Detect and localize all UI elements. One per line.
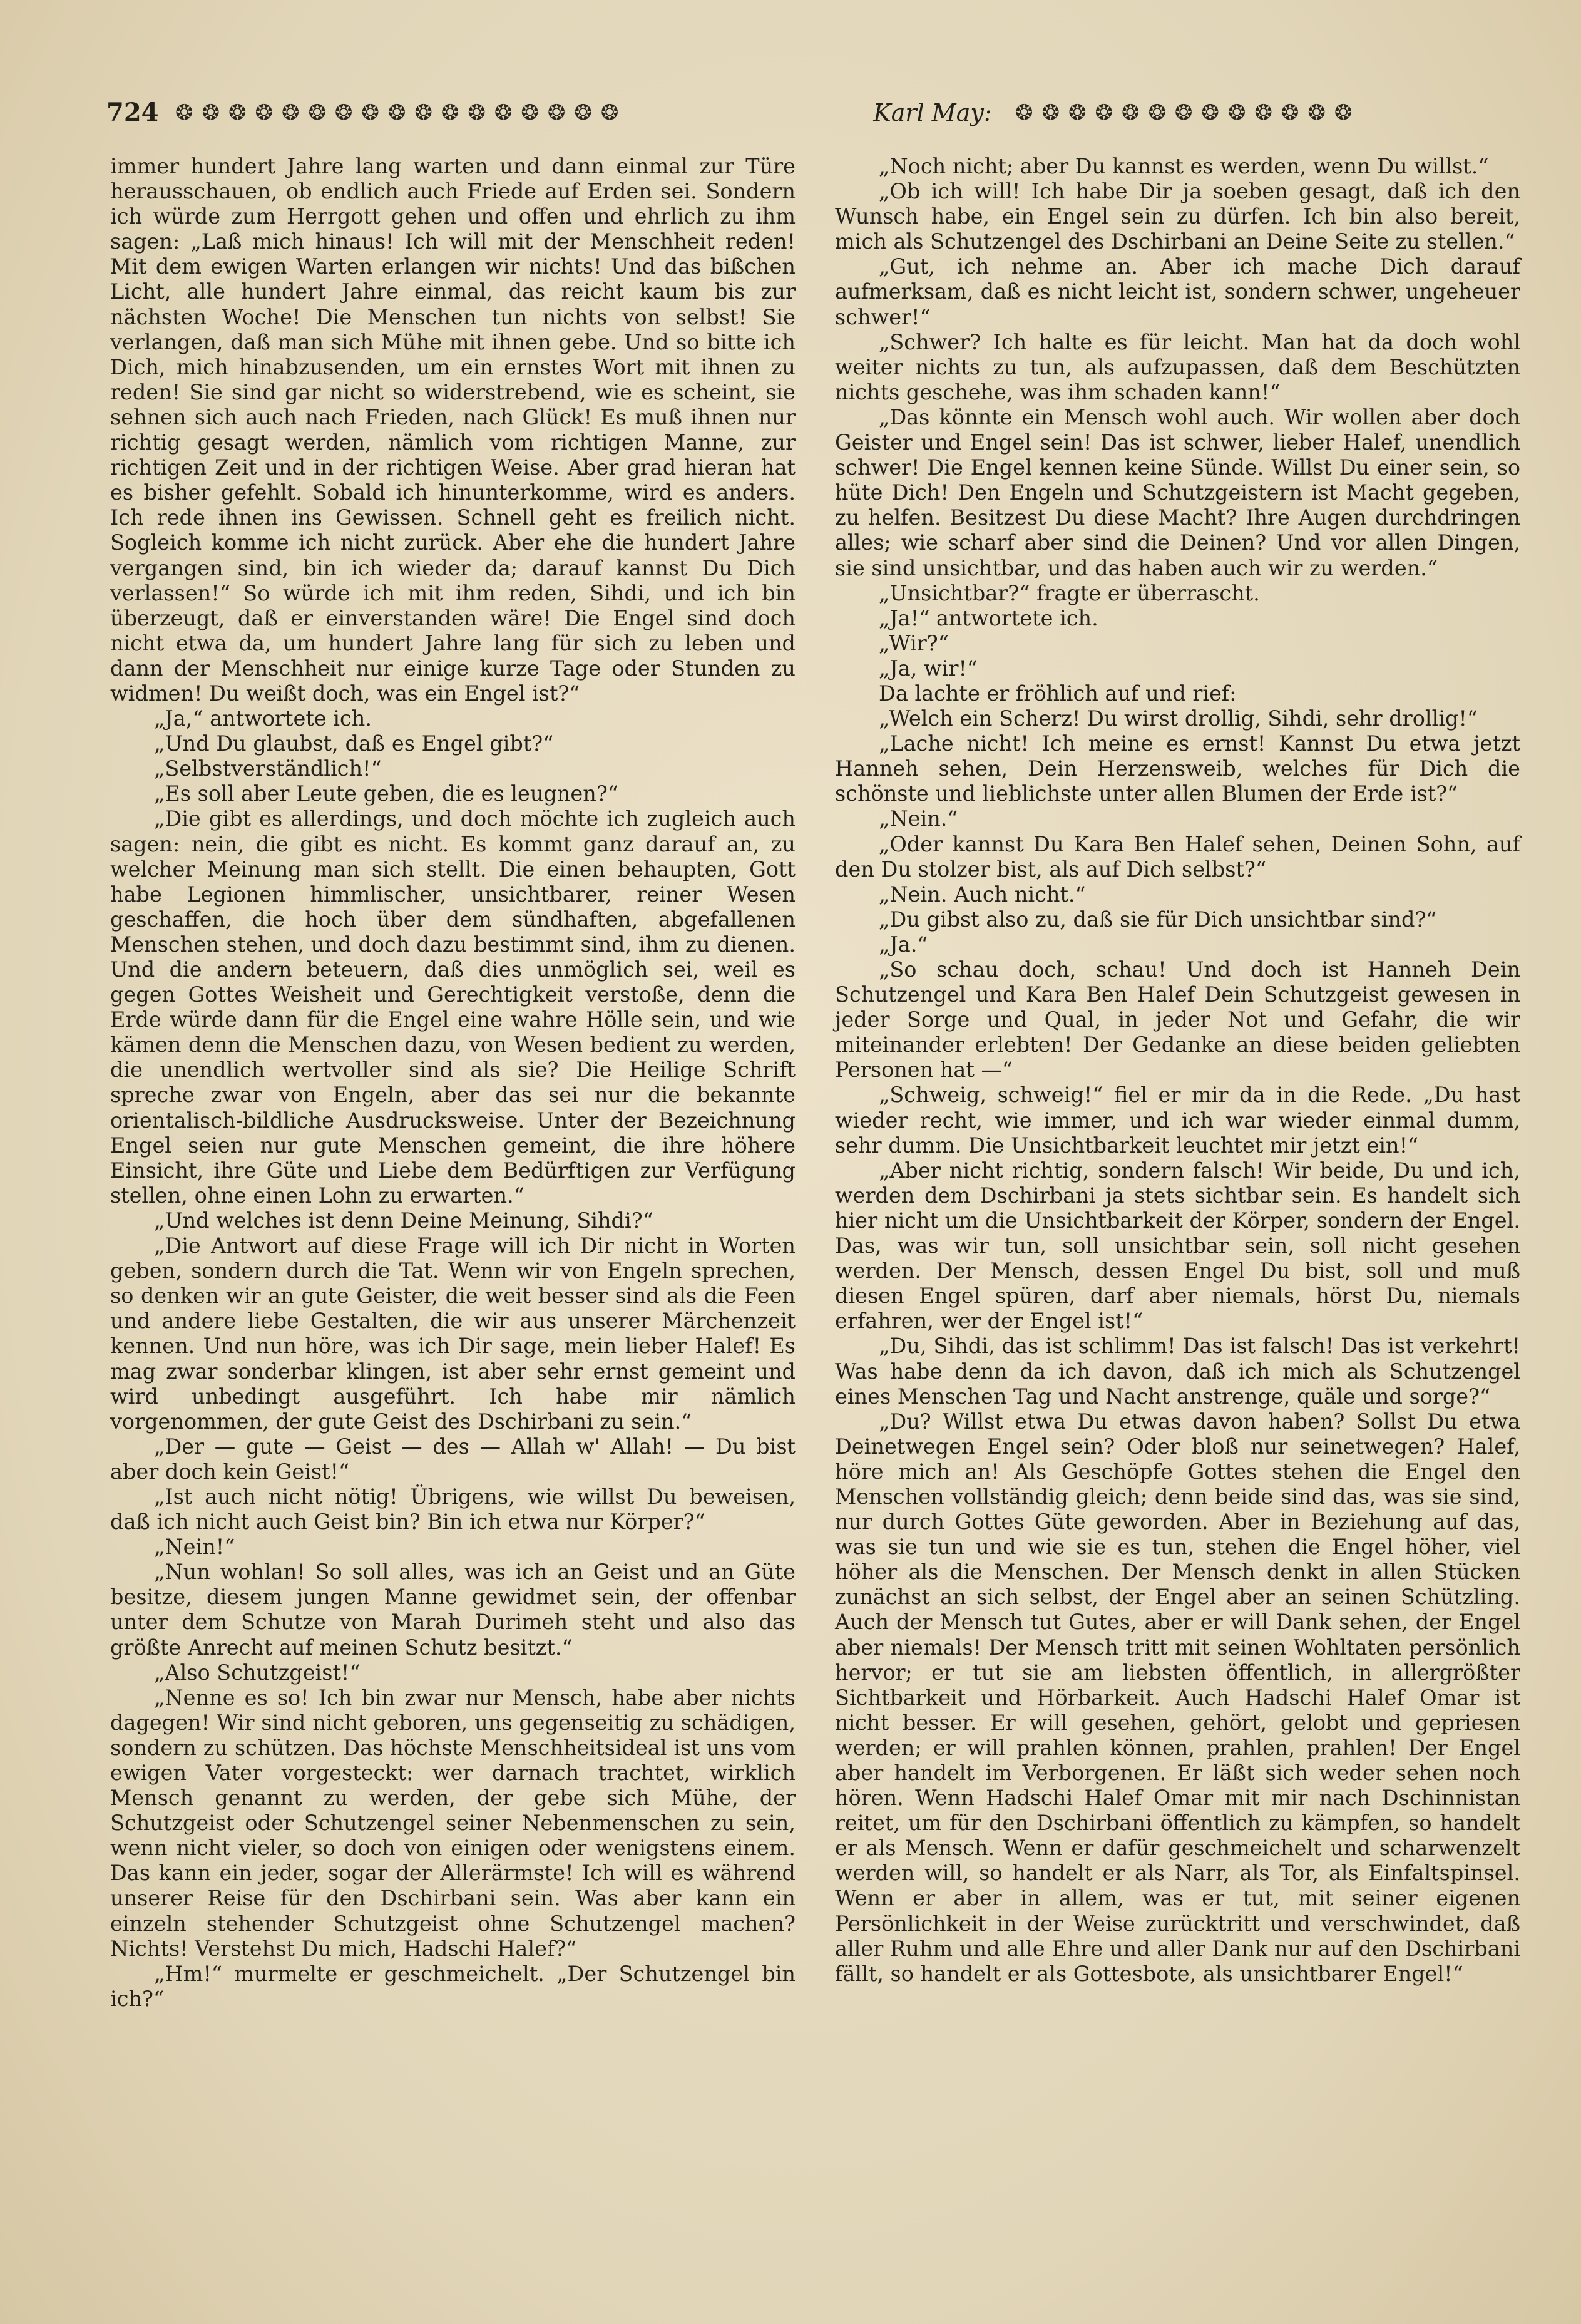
paragraph: „Schwer? Ich halte es für leicht. Man hat da doch wohl weiter nichts zu tun, als aufzupassen, daß dem Beschützten nichts geschehe, was ihm schaden kann!“	[835, 329, 1520, 404]
running-header	[106, 94, 1521, 131]
paragraph: „Ob ich will! Ich habe Dir ja soeben gesagt, daß ich den Wunsch habe, ein Engel sein zu dürfen. Ich bin also bereit, mich als Schutzengel des Dschirbani an Deine Seite zu stellen.“	[835, 179, 1520, 254]
paragraph: „Wir?“	[879, 630, 949, 656]
running-title-author: Karl May:	[873, 99, 992, 126]
paragraph: „Ja, wir!“	[879, 656, 978, 681]
paragraph: „Ja,“ antwortete ich.	[154, 706, 372, 731]
paragraph: „Die Antwort auf diese Frage will ich Dir nicht in Worten geben, sondern durch die Tat. Wenn wir von Engeln sprechen, so denken wir an gute Geister, die weit besser sind als die Feen und andere liebe Gestalten, die wir aus unserer Märchenzeit kennen. Und nun höre, was ich Dir sage, mein lieber Halef! Es mag zwar sonderbar klingen, ist aber sehr ernst gemeint und wird unbedingt ausgeführt. Ich habe mir nämlich vorgenommen, der gute Geist des Dschirbani zu sein.“	[110, 1233, 796, 1434]
paragraph: „Unsichtbar?“ fragte er überrascht.	[879, 580, 1260, 605]
paragraph: „Das könnte ein Mensch wohl auch. Wir wollen aber doch Geister und Engel sein! Das ist schwer, lieber Halef, unendlich schwer! Die Engel kennen keine Sünde. Willst Du einer sein, so hüte Dich! Den Engeln und Schutzgeistern ist Macht gegeben, zu helfen. Besitzest Du diese Macht? Ihre Augen durchdringen alles; wie scharf aber sind die Deinen? Und vor allen Dingen, sie sind unsichtbar, und das haben auch wir zu werden.“	[835, 404, 1520, 580]
paragraph: „Du gibst also zu, daß sie für Dich unsichtbar sind?“	[879, 907, 1437, 932]
paragraph: „Hm!“ murmelte er geschmeichelt. „Der Schutzengel bin ich?“	[110, 1961, 796, 2011]
page-number: 724	[106, 98, 159, 127]
paragraph: „Nenne es so! Ich bin zwar nur Mensch, habe aber nichts dagegen! Wir sind nicht geboren, uns gegenseitig zu schädigen, sondern zu schützen. Das höchste Menschheitsideal ist uns vom ewigen Vater vorgesteckt: wer darnach trachtet, wirklich Mensch genannt zu werden, der gebe sich Mühe, der Schutzgeist oder Schutzengel seiner Nebenmenschen zu sein, wenn nicht vieler, so doch von einigen oder wenigstens einem. Das kann ein jeder, sogar der Allerärmste! Ich will es während unserer Reise für den Dschirbani sein. Was aber kann ein einzeln stehender Schutzgeist ohne Schutzengel machen? Nichts! Verstehst Du mich, Hadschi Halef?“	[110, 1685, 796, 1961]
header-ornament-left: ❂❂❂❂❂❂❂❂❂❂❂❂❂❂❂❂❂	[175, 103, 628, 123]
paragraph: „Selbstverständlich!“	[154, 756, 382, 781]
paragraph: Da lachte er fröhlich auf und rief:	[879, 681, 1237, 706]
text-column-right	[835, 154, 1520, 1987]
paragraph: „Lache nicht! Ich meine es ernst! Kannst Du etwa jetzt Hanneh sehen, Dein Herzensweib, welches für Dich die schönste und lieblichste unter allen Blumen der Erde ist?“	[835, 731, 1520, 806]
paragraph: immer hundert Jahre lang warten und dann einmal zur Türe herausschauen, ob endlich auch Friede auf Erden sei. Sondern ich würde zum Herrgott gehen und offen und ehrlich zu ihm sagen: „Laß mich hinaus! Ich will mit der Menschheit reden! Mit dem ewigen Warten erlangen wir nichts! Und das bißchen Licht, alle hundert Jahre einmal, das reicht kaum bis zur nächsten Woche! Die Menschen tun nichts von selbst! Sie verlangen, daß man sich Mühe mit ihnen gebe. Und so bitte ich Dich, mich hinabzusenden, um ein ernstes Wort mit ihnen zu reden! Sie sind gar nicht so widerstrebend, wie es scheint, sie sehnen sich auch nach Frieden, nach Glück! Es muß ihnen nur richtig gesagt werden, nämlich vom richtigen Manne, zur richtigen Zeit und in der richtigen Weise. Aber grad hieran hat es bisher gefehlt. Sobald ich hinunterkomme, wird es anders. Ich rede ihnen ins Gewissen. Schnell geht es freilich nicht. Sogleich komme ich nicht zurück. Aber ehe die hundert Jahre vergangen sind, bin ich wieder da; darauf kannst Du Dich verlassen!“ So würde ich mit ihm reden, Sihdi, und ich bin überzeugt, daß er einverstanden wäre! Die Engel sind doch nicht etwa da, um hundert Jahre lang für sich zu leben und dann der Menschheit nur einige kurze Tage oder Stunden zu widmen! Du weißt doch, was ein Engel ist?“	[110, 154, 796, 706]
paragraph: „Noch nicht; aber Du kannst es werden, wenn Du willst.“	[879, 154, 1489, 178]
paragraph: „Nun wohlan! So soll alles, was ich an Geist und an Güte besitze, diesem jungen Manne gewidmet sein, der offenbar unter dem Schutze von Marah Durimeh steht und also das größte Anrecht auf meinen Schutz besitzt.“	[110, 1560, 796, 1660]
paragraph: „Ist auch nicht nötig! Übrigens, wie willst Du beweisen, daß ich nicht auch Geist bin? Bin ich etwa nur Körper?“	[110, 1484, 796, 1535]
paragraph: „Der — gute — Geist — des — Allah w' Allah! — Du bist aber doch kein Geist!“	[110, 1434, 796, 1484]
paragraph: „Nein!“	[154, 1535, 235, 1560]
paragraph: „Welch ein Scherz! Du wirst drollig, Sihdi, sehr drollig!“	[879, 706, 1478, 731]
paragraph: „Gut, ich nehme an. Aber ich mache Dich darauf aufmerksam, daß es nicht leicht ist, sondern schwer, ungeheuer schwer!“	[835, 254, 1520, 329]
paragraph: „Oder kannst Du Kara Ben Halef sehen, Deinen Sohn, auf den Du stolzer bist, als auf Dich selbst?“	[835, 831, 1520, 882]
header-ornament-right: ❂❂❂❂❂❂❂❂❂❂❂❂❂	[1015, 103, 1361, 123]
paragraph: „Nein. Auch nicht.“	[879, 882, 1086, 907]
paragraph: „Die gibt es allerdings, und doch möchte ich zugleich auch sagen: nein, die gibt es nicht. Es kommt ganz darauf an, zu welcher Meinung man sich stellt. Die einen behaupten, Gott habe Legionen himmlischer, unsichtbarer, reiner Wesen geschaffen, die hoch über dem sündhaften, abgefallenen Menschen stehen, und doch dazu bestimmt sind, ihm zu dienen. Und die andern beteuern, daß dies unmöglich sei, weil es gegen Gottes Weisheit und Gerechtigkeit verstoße, denn die Erde würde dann für die Engel eine wahre Hölle sein, und wie kämen denn die Menschen dazu, von Wesen bedient zu werden, die unendlich wertvoller sind als sie? Die Heilige Schrift spreche zwar von Engeln, aber das sei nur die bekannte orientalisch-bildliche Ausdrucksweise. Unter der Bezeichnung Engel seien nur gute Menschen gemeint, die ihre höhere Einsicht, ihre Güte und Liebe dem Bedürftigen zur Verfügung stellen, ohne einen Lohn zu erwarten.“	[110, 806, 796, 1208]
paragraph: „Ja.“	[879, 932, 928, 957]
paragraph: „Und Du glaubst, daß es Engel gibt?“	[154, 731, 554, 756]
paragraph: „Du, Sihdi, das ist schlimm! Das ist falsch! Das ist verkehrt! Was habe denn da ich davon, daß ich mich als Schutzengel eines Menschen Tag und Nacht anstrenge, quäle und sorge?“	[835, 1334, 1520, 1409]
paragraph: „Es soll aber Leute geben, die es leugnen?“	[154, 781, 618, 806]
paragraph: „Also Schutzgeist!“	[154, 1660, 361, 1685]
paragraph: „So schau doch, schau! Und doch ist Hanneh Dein Schutzengel und Kara Ben Halef Dein Schutzgeist gewesen in jeder Sorge und Qual, in jeder Not und Gefahr, die wir miteinander erlebten! Der Gedanke an diese beiden geliebten Personen hat —“	[835, 957, 1520, 1082]
paragraph: „Und welches ist denn Deine Meinung, Sihdi?“	[154, 1208, 653, 1233]
text-column-left	[110, 154, 796, 2012]
paragraph: „Ja!“ antwortete ich.	[879, 605, 1098, 630]
paragraph: „Schweig, schweig!“ fiel er mir da in die Rede. „Du hast wieder recht, wie immer, und ich war wieder einmal dumm, sehr dumm. Die Unsichtbarkeit leuchtet mir jetzt ein!“	[835, 1082, 1520, 1158]
paragraph: „Du? Willst etwa Du etwas davon haben? Sollst Du etwa Deinetwegen Engel sein? Oder bloß nur seinetwegen? Halef, höre mich an! Als Geschöpfe Gottes stehen die Engel den Menschen vollständig gleich; denn beide sind das, was sie sind, nur durch Gottes Güte geworden. Aber in Beziehung auf das, was sie tun und wie sie es tun, stehen die Engel höher, viel höher als die Menschen. Der Mensch denkt in allen Stücken zunächst an sich selbst, der Engel aber an seinen Schützling. Auch der Mensch tut Gutes, aber er will Dank sehen, der Engel aber niemals! Der Mensch tritt mit seinen Wohltaten persönlich hervor; er tut sie am liebsten öffentlich, in allergrößter Sichtbarkeit und Hörbarkeit. Auch Hadschi Halef Omar ist nicht besser. Er will gesehen, gehört, gelobt und gepriesen werden; er will prahlen können, prahlen, prahlen! Der Engel aber handelt im Verborgenen. Er läßt sich weder sehen noch hören. Wenn Hadschi Halef Omar mit mir nach Dschinnistan reitet, um für den Dschirbani öffentlich zu kämpfen, so handelt er als Mensch. Wenn er dafür geschmeichelt und scharwenzelt werden will, so handelt er als Narr, als Tor, als Einfaltspinsel. Wenn er aber in allem, was er tut, mit seiner eigenen Persönlichkeit in der Weise zurücktritt und verschwindet, daß aller Ruhm und alle Ehre und aller Dank nur auf den Dschirbani fällt, so handelt er als Gottesbote, als unsichtbarer Engel!“	[835, 1409, 1520, 1986]
paragraph: „Aber nicht richtig, sondern falsch! Wir beide, Du und ich, werden dem Dschirbani ja stets sichtbar sein. Es handelt sich hier nicht um die Unsichtbarkeit der Körper, sondern der Engel. Das, was wir tun, soll unsichtbar sein, soll nicht gesehen werden. Der Mensch, dessen Engel Du bist, soll und muß diesen Engel spüren, darf aber niemals, hörst Du, niemals erfahren, wer der Engel ist!“	[835, 1158, 1520, 1334]
paragraph: „Nein.“	[879, 806, 958, 831]
